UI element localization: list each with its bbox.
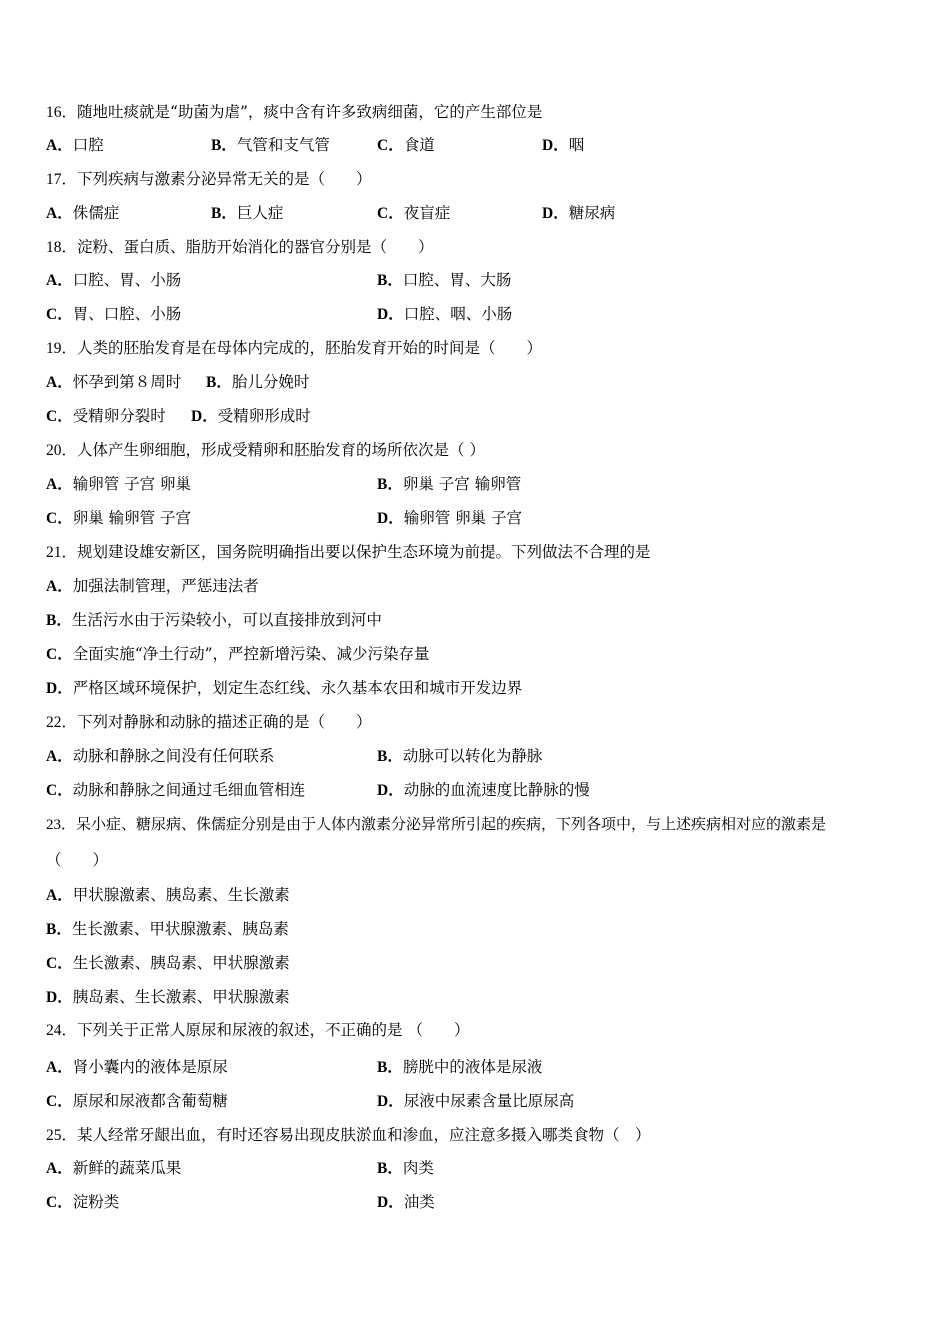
option-text: 肾小囊内的液体是原尿 — [72, 1058, 228, 1076]
option-label: D． — [542, 205, 569, 222]
option-text: 夜盲症 — [403, 204, 451, 222]
question-18-option-c[interactable] — [46, 304, 181, 325]
question-22-option-b[interactable] — [377, 746, 542, 767]
option-text: 全面实施“净土行动”，严控新增污染、减少污染存量 — [72, 645, 430, 663]
option-text: 口腔 — [72, 136, 104, 154]
option-label: D． — [46, 680, 73, 697]
option-label: A． — [46, 476, 73, 493]
option-text: 受精卵形成时 — [217, 407, 311, 425]
option-label: C． — [46, 1194, 73, 1211]
question-text: 下列疾病与激素分泌异常无关的是（ ） — [77, 170, 372, 188]
option-label: A． — [46, 205, 73, 222]
question-21-option-b[interactable] — [46, 610, 382, 631]
question-24-stem — [46, 1020, 469, 1041]
question-number: 24． — [46, 1022, 78, 1039]
question-number: 20． — [46, 442, 78, 459]
question-19-stem — [46, 338, 542, 359]
option-label: D． — [46, 989, 73, 1006]
question-20-option-d[interactable] — [377, 508, 522, 529]
option-label: C． — [46, 1093, 73, 1110]
question-text: 某人经常牙龈出血，有时还容易出现皮肤淤血和渗血，应注意多摄入哪类食物（ ） — [77, 1126, 651, 1144]
question-18-option-b[interactable] — [377, 270, 511, 291]
option-label: A． — [46, 137, 73, 154]
question-23-stem — [46, 814, 826, 835]
question-text: 下列关于正常人原尿和尿液的叙述，不正确的是 （ ） — [77, 1021, 470, 1039]
question-23-option-b[interactable] — [46, 919, 289, 940]
option-text: 动脉和静脉之间没有任何联系 — [72, 747, 275, 765]
question-17-option-b[interactable] — [211, 203, 283, 224]
option-label: C． — [377, 205, 404, 222]
question-24-option-a[interactable] — [46, 1057, 228, 1078]
question-19-option-d[interactable] — [191, 406, 311, 427]
option-text: 输卵管 子宫 卵巢 — [72, 475, 192, 493]
option-label: B． — [377, 476, 403, 493]
question-24-option-d[interactable] — [377, 1091, 574, 1112]
question-17-option-a[interactable] — [46, 203, 119, 224]
question-18-stem — [46, 237, 434, 258]
question-19-option-c[interactable] — [46, 406, 166, 427]
question-22-stem — [46, 712, 372, 733]
option-label: A． — [46, 578, 73, 595]
question-20-option-a[interactable] — [46, 474, 191, 495]
option-text: 卵巢 输卵管 子宫 — [72, 509, 192, 527]
option-label: C． — [46, 955, 73, 972]
question-25-option-a[interactable] — [46, 1158, 181, 1179]
option-text: 卵巢 子宫 输卵管 — [402, 475, 522, 493]
option-label: B． — [211, 205, 237, 222]
option-text: 胃、口腔、小肠 — [72, 305, 182, 323]
option-label: C． — [46, 306, 73, 323]
question-16-stem — [46, 102, 542, 123]
question-20-stem — [46, 440, 485, 461]
question-text: 淀粉、蛋白质、脂肪开始消化的器官分别是（ ） — [77, 238, 434, 256]
question-number: 16． — [46, 104, 78, 121]
option-label: C． — [46, 510, 73, 527]
option-text: 动脉的血流速度比静脉的慢 — [403, 781, 590, 799]
option-text: 输卵管 卵巢 子宫 — [403, 509, 523, 527]
question-17-option-d[interactable] — [542, 203, 615, 224]
option-label: A． — [46, 748, 73, 765]
question-19-option-b[interactable] — [206, 372, 309, 393]
option-text: 生活污水由于污染较小，可以直接排放到河中 — [71, 611, 382, 629]
question-text: 呆小症、糖尿病、侏儒症分别是由于人体内激素分泌异常所引起的疾病，下列各项中，与上述疾病相对应的激素是 — [76, 815, 827, 833]
question-text: 人类的胚胎发育是在母体内完成的，胚胎发育开始的时间是（ ） — [77, 339, 543, 357]
option-label: C． — [46, 646, 73, 663]
option-text: 胰岛素、生长激素、甲状腺激素 — [72, 988, 290, 1006]
option-text: 糖尿病 — [568, 204, 616, 222]
option-label: D． — [377, 510, 404, 527]
question-25-stem — [46, 1125, 651, 1146]
option-text: 加强法制管理，严惩违法者 — [72, 577, 259, 595]
question-text: 下列对静脉和动脉的描述正确的是（ ） — [77, 713, 372, 731]
question-23-option-a[interactable] — [46, 885, 290, 906]
question-21-option-a[interactable] — [46, 576, 259, 597]
option-label: A． — [46, 1160, 73, 1177]
question-24-option-b[interactable] — [377, 1057, 542, 1078]
option-text: 严格区域环境保护，划定生态红线、永久基本农田和城市开发边界 — [72, 679, 523, 697]
question-18-option-d[interactable] — [377, 304, 512, 325]
option-label: C． — [377, 137, 404, 154]
option-label: D． — [191, 408, 218, 425]
option-text: 生长激素、甲状腺激素、胰岛素 — [71, 920, 289, 938]
option-text: 咽 — [568, 136, 585, 154]
option-text: 淀粉类 — [72, 1193, 120, 1211]
question-17-stem — [46, 169, 372, 190]
option-label: B． — [377, 1160, 403, 1177]
question-text: 规划建设雄安新区，国务院明确指出要以保护生态环境为前提。下列做法不合理的是 — [77, 543, 651, 561]
option-label: B． — [377, 1059, 403, 1076]
option-text: 膀胱中的液体是尿液 — [402, 1058, 543, 1076]
question-21-option-d[interactable] — [46, 678, 522, 699]
option-label: C． — [46, 782, 73, 799]
question-number: 18． — [46, 239, 78, 256]
question-16-option-c[interactable] — [377, 135, 435, 156]
option-label: B． — [377, 272, 403, 289]
question-25-option-b[interactable] — [377, 1158, 434, 1179]
option-text: 动脉可以转化为静脉 — [402, 747, 543, 765]
question-16-option-b[interactable] — [211, 135, 330, 156]
question-number: 17． — [46, 171, 78, 188]
option-label: A． — [46, 887, 73, 904]
option-text: 尿液中尿素含量比原尿高 — [403, 1092, 575, 1110]
option-label: A． — [46, 1059, 73, 1076]
option-text: 怀孕到第８周时 — [72, 373, 182, 391]
option-text: 巨人症 — [236, 204, 284, 222]
option-text: 油类 — [403, 1193, 435, 1211]
question-number: 23． — [46, 817, 77, 833]
question-23-option-d[interactable] — [46, 987, 290, 1008]
option-label: D． — [377, 1194, 404, 1211]
question-21-stem — [46, 542, 651, 563]
question-16-option-d[interactable] — [542, 135, 584, 156]
option-text: 口腔、胃、大肠 — [402, 271, 512, 289]
option-label: B． — [211, 137, 237, 154]
question-text: 人体产生卵细胞，形成受精卵和胚胎发育的场所依次是（ ） — [77, 441, 485, 459]
option-label: B． — [46, 921, 72, 938]
option-text: 口腔、胃、小肠 — [72, 271, 182, 289]
question-number: 21． — [46, 544, 78, 561]
question-21-option-c[interactable] — [46, 644, 430, 665]
option-label: D． — [377, 306, 404, 323]
question-24-option-c[interactable] — [46, 1091, 228, 1112]
option-text: 肉类 — [402, 1159, 434, 1177]
question-23-stem-continued: （ ） — [46, 851, 109, 869]
question-number: 25． — [46, 1127, 78, 1144]
option-text: 新鲜的蔬菜瓜果 — [72, 1159, 182, 1177]
question-number: 19． — [46, 340, 78, 357]
option-text: 食道 — [403, 136, 435, 154]
option-text: 动脉和静脉之间通过毛细血管相连 — [72, 781, 306, 799]
question-25-option-d[interactable] — [377, 1192, 435, 1213]
question-20-option-c[interactable] — [46, 508, 191, 529]
question-23-option-c[interactable] — [46, 953, 290, 974]
question-text: 随地吐痰就是“助菌为虐”，痰中含有许多致病细菌，它的产生部位是 — [77, 103, 543, 121]
question-16-option-a[interactable] — [46, 135, 104, 156]
option-label: B． — [46, 612, 72, 629]
option-text: 生长激素、胰岛素、甲状腺激素 — [72, 954, 290, 972]
question-25-option-c[interactable] — [46, 1192, 119, 1213]
question-22-option-a[interactable] — [46, 746, 274, 767]
question-17-option-c[interactable] — [377, 203, 450, 224]
question-19-option-a[interactable] — [46, 372, 181, 393]
option-text: 胎儿分娩时 — [231, 373, 310, 391]
option-text: 受精卵分裂时 — [72, 407, 166, 425]
option-text: 气管和支气管 — [236, 136, 330, 154]
question-18-option-a[interactable] — [46, 270, 181, 291]
question-20-option-b[interactable] — [377, 474, 521, 495]
option-text: 甲状腺激素、胰岛素、生长激素 — [72, 886, 290, 904]
option-label: C． — [46, 408, 73, 425]
option-text: 口腔、咽、小肠 — [403, 305, 513, 323]
option-label: A． — [46, 374, 73, 391]
option-label: B． — [206, 374, 232, 391]
option-label: B． — [377, 748, 403, 765]
question-number: 22． — [46, 714, 78, 731]
option-label: A． — [46, 272, 73, 289]
question-22-option-c[interactable] — [46, 780, 305, 801]
option-label: D． — [377, 782, 404, 799]
option-text: 原尿和尿液都含葡萄糖 — [72, 1092, 228, 1110]
option-label: D． — [377, 1093, 404, 1110]
question-22-option-d[interactable] — [377, 780, 590, 801]
option-label: D． — [542, 137, 569, 154]
option-text: 侏儒症 — [72, 204, 120, 222]
